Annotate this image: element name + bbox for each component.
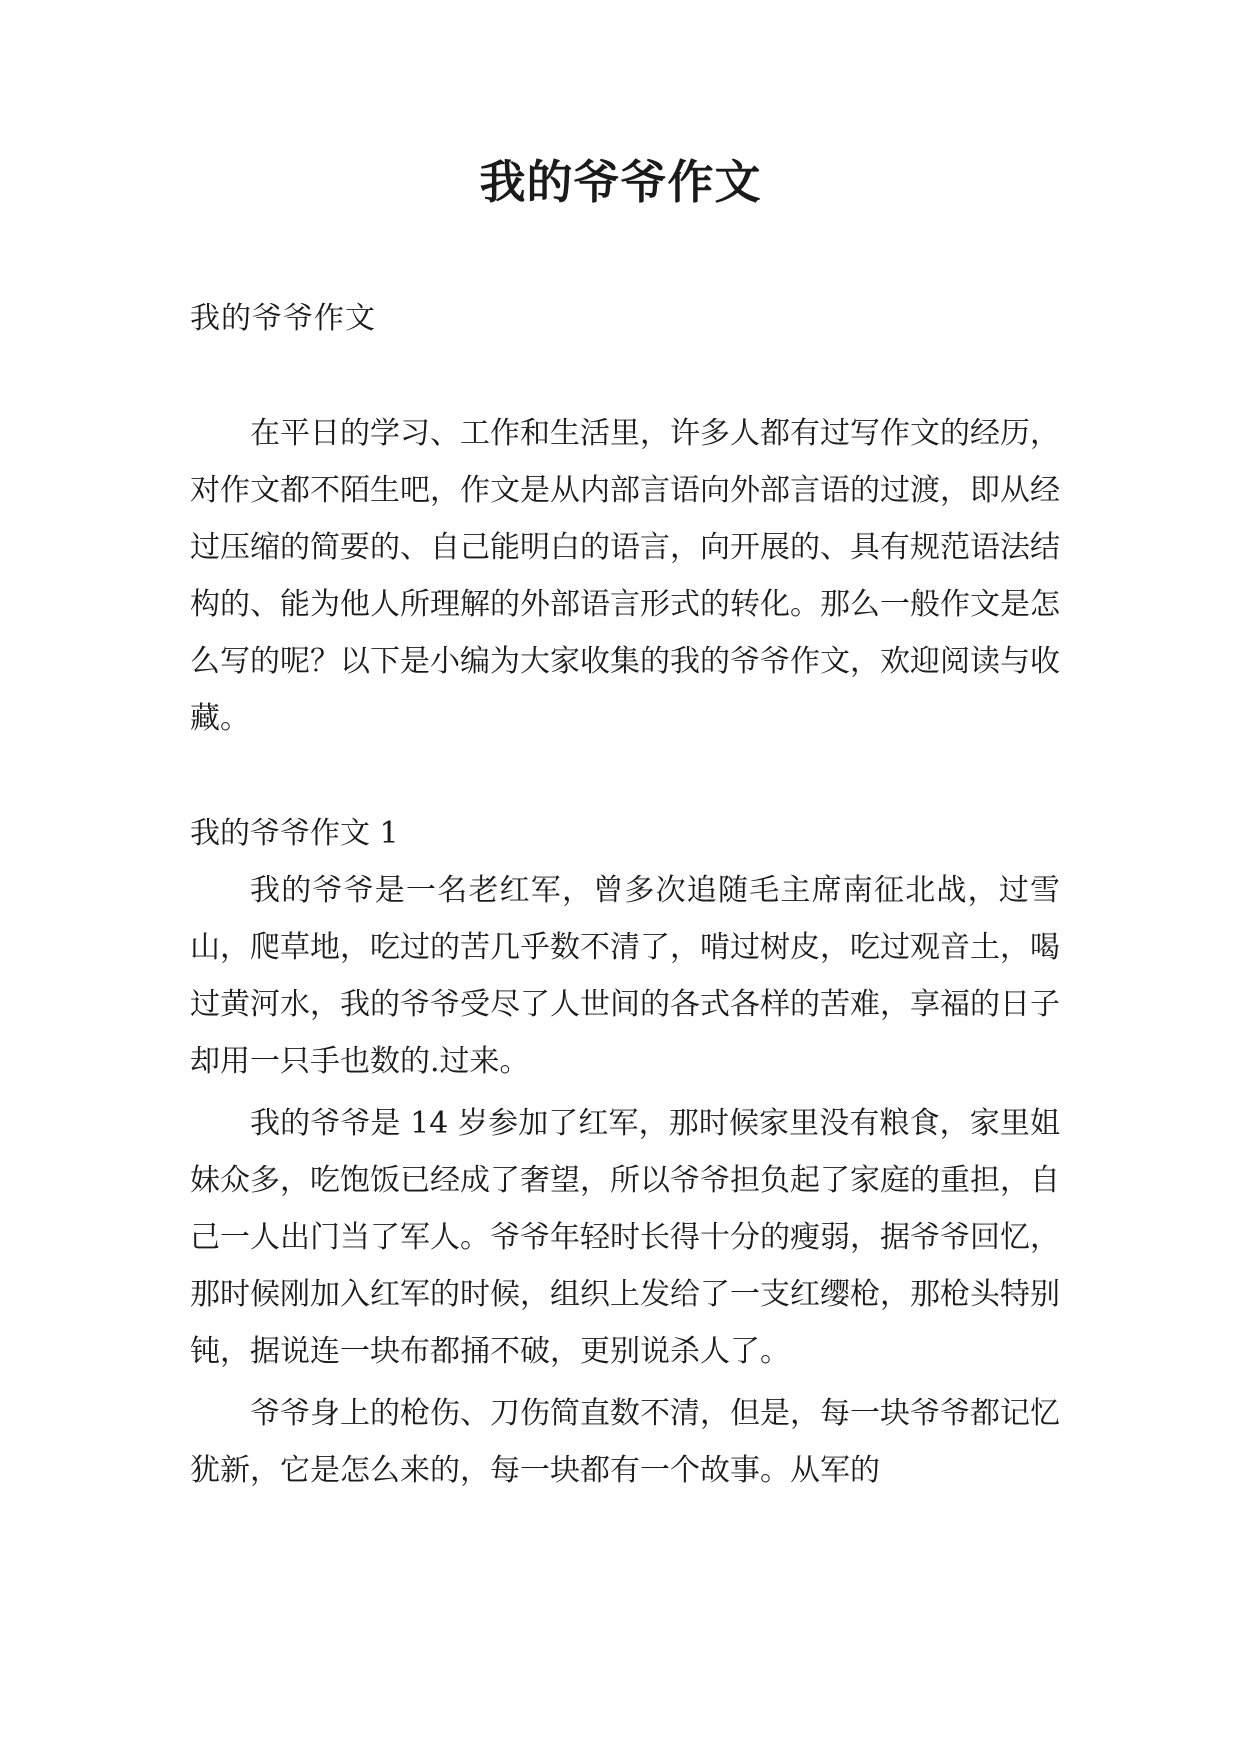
body-paragraph: 我的爷爷是一名老红军，曾多次追随毛主席南征北战，过雪山，爬草地，吃过的苦几乎数不清了，啃过树皮，吃过观音土，喝过黄河水，我的爷爷受尽了人世间的各式各样的苦难，享福的日子却用一只手也数的.过来。 [190, 873, 1060, 1079]
body-paragraph: 我的爷爷是 14 岁参加了红军，那时候家里没有粮食，家里姐妹众多，吃饱饭已经成了奢望，所以爷爷担负起了家庭的重担，自己一人出门当了军人。爷爷年轻时长得十分的瘦弱，据爷爷回忆，那时候刚加入红军的时候，组织上发给了一支红缨枪，那枪头特别钝，据说连一块布都捅不破，更别说杀人了。 [190, 1106, 1060, 1369]
document-body [190, 290, 1060, 1499]
intro-paragraph: 在平日的学习、工作和生活里，许多人都有过写作文的经历，对作文都不陌生吧，作文是从内部言语向外部言语的过渡，即从经过压缩的简要的、自己能明白的语言，向开展的、具有规范语法结构的、能为他人所理解的外部语言形式的转化。那么一般作文是怎么写的呢？以下是小编为大家收集的我的爷爷作文，欢迎阅读与收藏。 [190, 416, 1060, 736]
body-paragraph: 爷爷身上的枪伤、刀伤简直数不清，但是，每一块爷爷都记忆犹新，它是怎么来的，每一块都有一个故事。从军的 [190, 1396, 1060, 1488]
document-subtitle: 我的爷爷作文 [190, 301, 376, 336]
section-heading: 我的爷爷作文 1 [190, 816, 399, 851]
document-title: 我的爷爷作文 [479, 155, 762, 209]
